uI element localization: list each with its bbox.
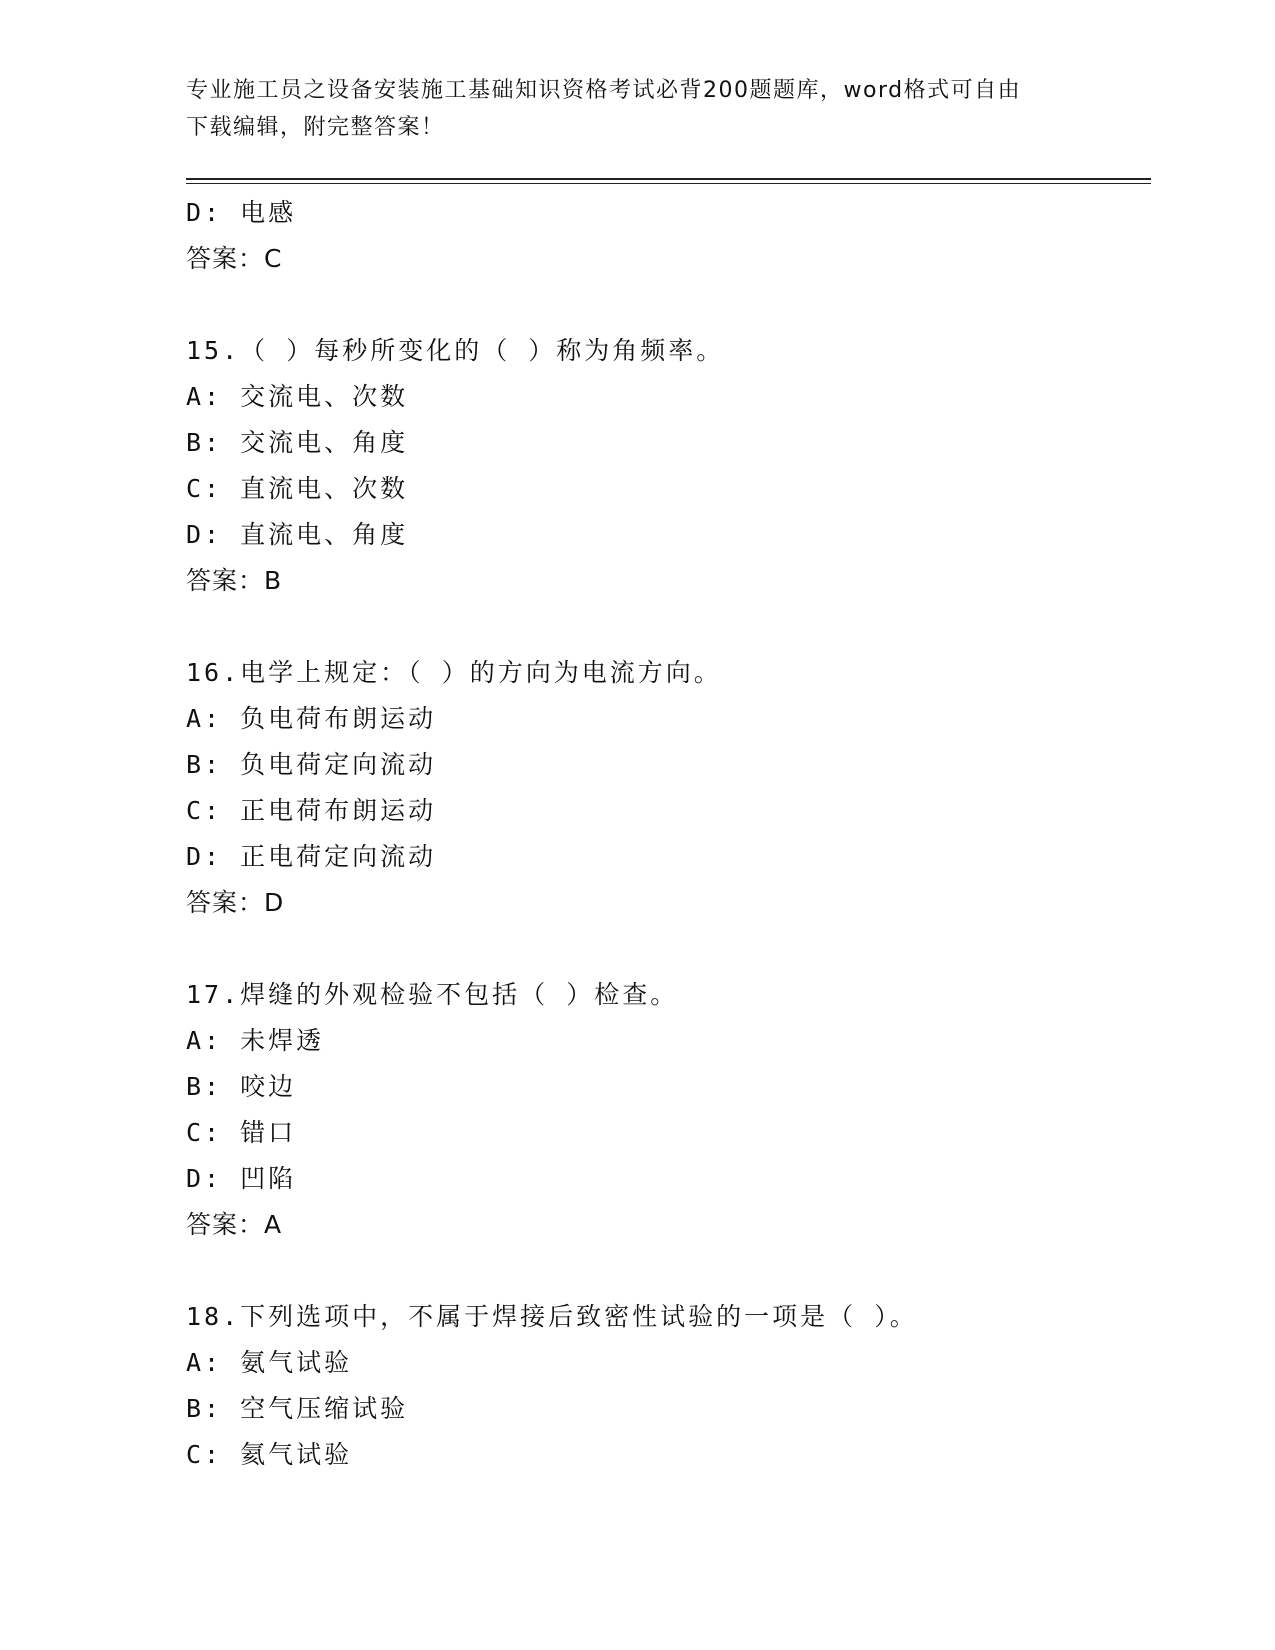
- spacer: [186, 282, 1151, 328]
- header-divider-thick: [186, 178, 1151, 180]
- question-18: [186, 1294, 1151, 1478]
- option-d: D: 直流电、角度: [186, 520, 409, 549]
- option-a: A: 负电荷布朗运动: [186, 704, 437, 733]
- option-c: C: 直流电、次数: [186, 474, 409, 503]
- question-16: [186, 650, 1151, 926]
- option-b: B: 交流电、角度: [186, 428, 409, 457]
- question-stem: 17.焊缝的外观检验不包括（ ）检查。: [186, 980, 679, 1009]
- header-line-2: 下载编辑，附完整答案！: [186, 115, 445, 140]
- answer-line: 答案：D: [186, 888, 285, 917]
- answer-line: 答案：A: [186, 1210, 283, 1239]
- option-d: D: 正电荷定向流动: [186, 842, 437, 871]
- header-divider-thin: [186, 183, 1151, 184]
- page-header: [186, 72, 1086, 146]
- option-c: C: 错口: [186, 1118, 297, 1147]
- header-line-1: 专业施工员之设备安装施工基础知识资格考试必背200题题库，word格式可自由: [186, 78, 1022, 103]
- question-list: [186, 190, 1151, 1478]
- question-stem: 16.电学上规定：（ ）的方向为电流方向。: [186, 658, 722, 687]
- option-c: C: 氦气试验: [186, 1440, 353, 1469]
- option-a: A: 未焊透: [186, 1026, 325, 1055]
- spacer: [186, 604, 1151, 650]
- option-d: D: 电感: [186, 198, 297, 227]
- option-d: D: 凹陷: [186, 1164, 297, 1193]
- option-b: B: 负电荷定向流动: [186, 750, 437, 779]
- carryover-block: [186, 190, 1151, 282]
- question-17: [186, 972, 1151, 1248]
- spacer: [186, 1248, 1151, 1294]
- option-a: A: 氨气试验: [186, 1348, 353, 1377]
- option-a: A: 交流电、次数: [186, 382, 409, 411]
- question-stem: 15.（ ）每秒所变化的（ ）称为角频率。: [186, 336, 725, 365]
- option-b: B: 咬边: [186, 1072, 297, 1101]
- question-stem: 18.下列选项中，不属于焊接后致密性试验的一项是（ ）。: [186, 1302, 918, 1331]
- option-b: B: 空气压缩试验: [186, 1394, 409, 1423]
- spacer: [186, 926, 1151, 972]
- question-15: [186, 328, 1151, 604]
- answer-line: 答案：B: [186, 566, 283, 595]
- answer-line: 答案：C: [186, 244, 283, 273]
- option-c: C: 正电荷布朗运动: [186, 796, 437, 825]
